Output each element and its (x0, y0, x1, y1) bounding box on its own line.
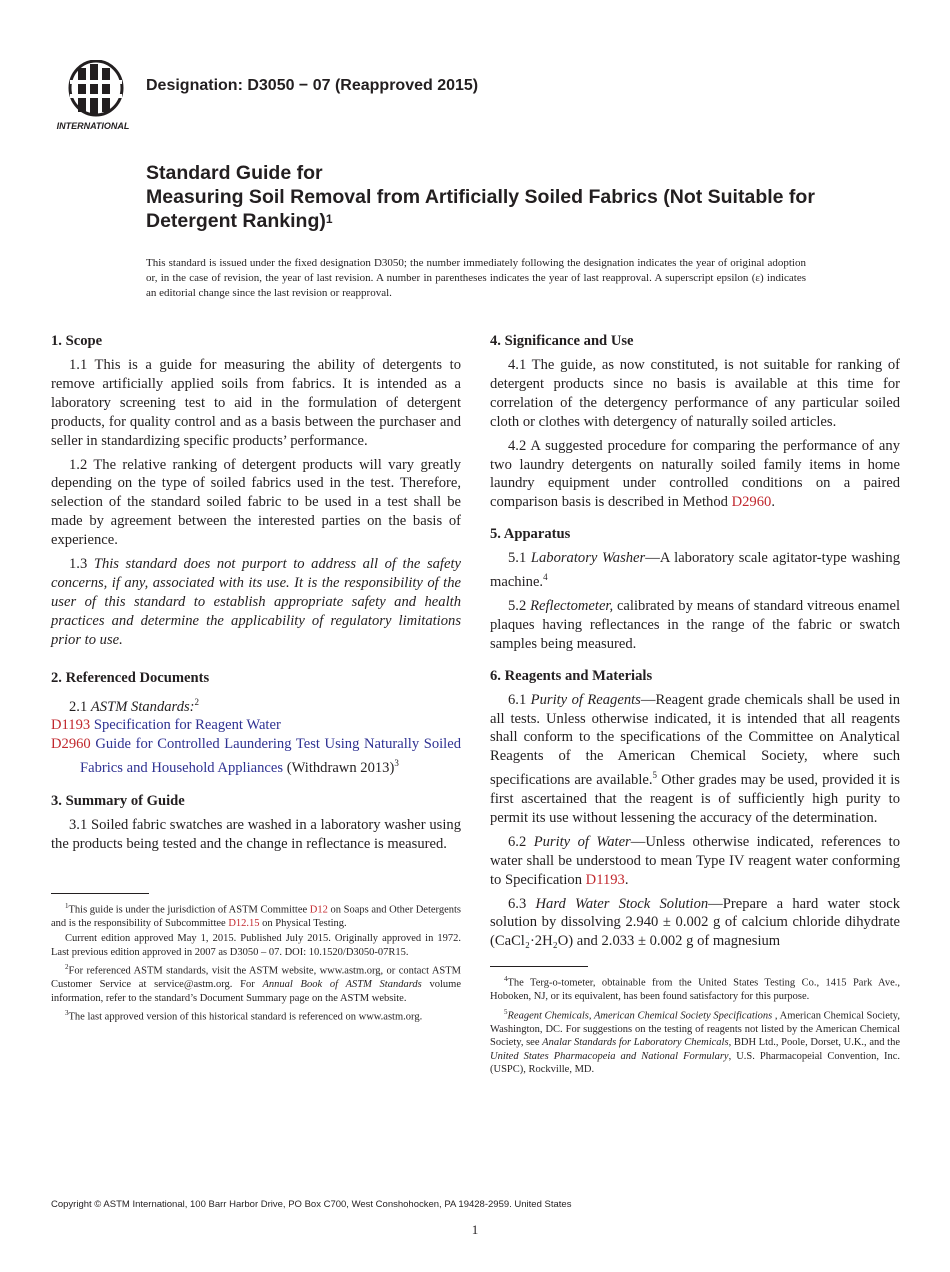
section-2-heading: 2. Referenced Documents (51, 669, 210, 686)
section-5-heading: 5. Apparatus (490, 526, 571, 543)
footnote-rule (51, 893, 149, 894)
para-5-1 (490, 549, 900, 592)
para-6-2-text: —Unless otherwise indicated, references to water shall be understood to mean Type IV reagent water conforming to Specification (490, 833, 900, 888)
footnote-1-edition: Current edition approved May 1, 2015. Published July 2015. Originally approved in 1972. Last previous edition approved in 2007 as D3050 – 07. DOI: 10.1520/D3050-07R15. (51, 933, 461, 958)
footnote-4 (490, 973, 900, 1004)
designation: Designation: D3050 − 07 (Reapproved 2015) (146, 77, 479, 94)
footnote-rule-right (490, 966, 588, 967)
footnote-5-mark: 5 (504, 1007, 508, 1016)
footnote-5-text-c: , U.S. Pharmacopeial Convention, Inc. (USPC), Rockville, MD. (490, 1050, 900, 1076)
para-6-1 (490, 691, 900, 828)
para-1-1: 1.1 This is a guide for measuring the ability of detergents to remove artificially applied soils from fabrics. It is intended as a laboratory screening test to aid in the formulation of detergent products, for quality control and as a basis between the purchaser and seller in standardizing specific products’ performance. (51, 357, 461, 449)
para-4-2-end: . (771, 494, 775, 511)
ref-item-d1193 (51, 716, 461, 735)
para-6-2-d1193-link[interactable]: D1193 (585, 871, 625, 888)
footnote-4-mark: 4 (504, 975, 508, 984)
footnote-3-mark: 3 (65, 1009, 69, 1018)
ref-d2960-title-link[interactable]: Guide for Controlled Laundering Test Using Naturally Soiled Fabrics and Household Appliances (80, 736, 462, 777)
section-1-heading: 1. Scope (51, 333, 103, 349)
para-5-1-sup[interactable]: 4 (543, 572, 548, 583)
para-3-1: 3.1 Soiled fabric swatches are washed in a laboratory washer using the products being tested and the change in reflectance is measured. (51, 816, 461, 852)
para-6-3-text: —Prepare a hard water stock solution by dissolving 2.940 ± 0.002 g of calcium chloride dihydrate (CaCl₂·2H₂O) and 2.033 ± 0.002 g of magnesium (490, 895, 901, 950)
para-6-3 (490, 895, 900, 952)
title-line-2: Measuring Soil Removal from Artificially Soiled Fabrics (Not Suitable for Detergent Ranking) (146, 186, 815, 232)
para-6-2-end: . (624, 871, 629, 888)
footnote-2-text-b: volume information, refer to the standard’s Document Summary page on the ASTM website. (51, 979, 461, 1004)
footnote-2 (51, 961, 461, 1005)
page-number: 1 (471, 1222, 479, 1237)
para-2-1-text: ASTM Standards: (90, 698, 195, 715)
para-2-1-num: 2.1 (69, 698, 91, 715)
para-6-1-text-a: —Reagent grade chemicals shall be used in all tests. Unless otherwise indicated, it is intended that all reagents shall conform to the specifications of the Committee on Analytical Reagents of the American Chemical Society, where such specifications are available. (490, 691, 900, 789)
footnote-1-text-b: on Soaps and Other Detergents and is the responsibility of Subcommittee (51, 904, 461, 929)
para-5-2-text: calibrated by means of standard vitreous enamel plaques having reflectances in the range of the fabric or swatch samples being measured. (490, 597, 900, 652)
footnote-5-text-a: , American Chemical Society, Washington, DC. For suggestions on the testing of reagents not listed by the American Chemical Society, see (490, 1010, 900, 1049)
copyright-footer: Copyright © ASTM International, 100 Barr Harbor Drive, PO Box C700, West Conshohocken, PA 19428-2959. United States (51, 1199, 572, 1210)
para-1-2: 1.2 The relative ranking of detergent products will vary greatly depending on the type of soiled fabrics used in the test. Therefore, selection of the standard soiled fabric to be used in a test shall be made by agreement between the interested parties on the basis of experience. (51, 456, 461, 549)
para-5-1-text: —A laboratory scale agitator-type washing machine. (490, 550, 901, 591)
para-5-2-num: 5.2 (508, 597, 531, 614)
title-line-1: Standard Guide for (146, 162, 323, 184)
para-1-3 (51, 555, 461, 650)
footnote-1-d1215-link[interactable]: D12.15 (228, 917, 260, 929)
para-6-3-term: Hard Water Stock Solution (535, 895, 709, 912)
para-5-2-term: Reflectometer, (530, 597, 614, 614)
para-4-2 (490, 437, 900, 513)
footnote-1-mark: 1 (65, 901, 69, 910)
ref-d2960-sup[interactable]: 3 (394, 758, 399, 769)
para-5-1-num: 5.1 (508, 550, 531, 567)
para-4-2-text: 4.2 A suggested procedure for comparing the performance of any two laundry detergents on naturally soiled family items in home laundry equipment under controlled conditions on a paired comparison basis is described in Method (490, 437, 900, 511)
footnote-3-text: The last approved version of this historical standard is referenced on www.astm.org. (68, 1011, 423, 1023)
para-6-3-num: 6.3 (508, 895, 536, 912)
right-column (490, 332, 900, 1079)
title-footnote-mark[interactable]: 1 (325, 212, 333, 226)
footnote-1-d12-link[interactable]: D12 (309, 904, 328, 916)
para-2-1-sup[interactable]: 2 (194, 696, 200, 707)
footnote-5-italic-2: Analar Standards for Laboratory Chemicals (542, 1037, 729, 1049)
footnote-1-text-a: This guide is under the jurisdiction of ASTM Committee (68, 904, 310, 916)
ref-item-d2960 (51, 735, 461, 778)
para-6-1-num: 6.1 (508, 691, 531, 708)
para-6-1-text-b: Other grades may be used, provided it is first ascertained that the reagent is of sufficiently high purity to permit its use without lessening the accuracy of the determination. (490, 772, 900, 826)
para-6-2 (490, 833, 900, 890)
footnote-5-text-b: , BDH Ltd., Poole, Dorset, U.K., and the (728, 1037, 900, 1049)
para-6-1-sup[interactable]: 5 (652, 770, 658, 781)
left-column (51, 332, 461, 1026)
footnote-5-italic-1: Reagent Chemicals, American Chemical Society Specifications (507, 1010, 773, 1022)
ref-d1193-title-link[interactable]: Specification for Reagent Water (93, 717, 281, 734)
footnote-3 (51, 1007, 461, 1024)
ref-d1193-code-link[interactable]: D1193 (51, 717, 91, 734)
ref-d2960-code-link[interactable]: D2960 (51, 736, 91, 753)
footnote-2-italic: Annual Book of ASTM Standards (262, 979, 422, 991)
para-5-2 (490, 597, 900, 654)
para-6-1-term: Purity of Reagents (530, 691, 641, 708)
para-5-1-term: Laboratory Washer (530, 550, 646, 567)
ref-d2960-tail: (Withdrawn 2013) (283, 760, 395, 777)
section-6-heading: 6. Reagents and Materials (490, 667, 653, 684)
para-6-2-term: Purity of Water (533, 833, 631, 850)
footnote-4-text: The Terg-o-tometer, obtainable from the United States Testing Co., 1415 Park Ave., Hoboken, NJ, or its equivalent, has been found satisfactory for this purpose. (490, 977, 900, 1003)
footnote-2-mark: 2 (65, 963, 69, 972)
section-3-heading: 3. Summary of Guide (51, 792, 185, 809)
footnote-2-text-a: For referenced ASTM standards, visit the ASTM website, www.astm.org, or contact ASTM Customer Service at service@astm.org. For (51, 965, 461, 991)
section-4-heading: 4. Significance and Use (490, 333, 634, 349)
footnote-1-text-c: on Physical Testing. (259, 917, 347, 929)
para-4-1: 4.1 The guide, as now constituted, is not suitable for ranking of detergent products since no basis is available at this time for correlation of the detergency performance of any particular soiled cloth or clothes with detergency of naturally soiled articles. (490, 357, 900, 430)
para-1-3-num: 1.3 (69, 556, 94, 573)
para-1-3-text: This standard does not purport to address all of the safety concerns, if any, associated with its use. It is the responsibility of the user of this standard to establish appropriate safety and health practices and determine the applicability of regulatory limitations prior to use. (51, 556, 461, 648)
preamble: This standard is issued under the fixed designation D3050; the number immediately following the designation indicates the year of original adoption or, in the case of revision, the year of last revision. A number in parentheses indicates the year of last reapproval. A superscript epsilon (ε) indicates an editorial change since the last revision or reapproval. (146, 257, 806, 299)
logo-caption: INTERNATIONAL (56, 121, 130, 131)
footnote-5 (490, 1006, 900, 1077)
footnote-1 (51, 900, 461, 931)
para-6-2-num: 6.2 (508, 833, 534, 850)
document-title (146, 161, 866, 233)
para-4-2-d2960-link[interactable]: D2960 (731, 494, 772, 511)
astm-logo (52, 60, 134, 132)
para-2-1 (51, 693, 461, 717)
footnote-5-italic-3: United States Pharmacopeia and National Formulary (490, 1050, 729, 1062)
